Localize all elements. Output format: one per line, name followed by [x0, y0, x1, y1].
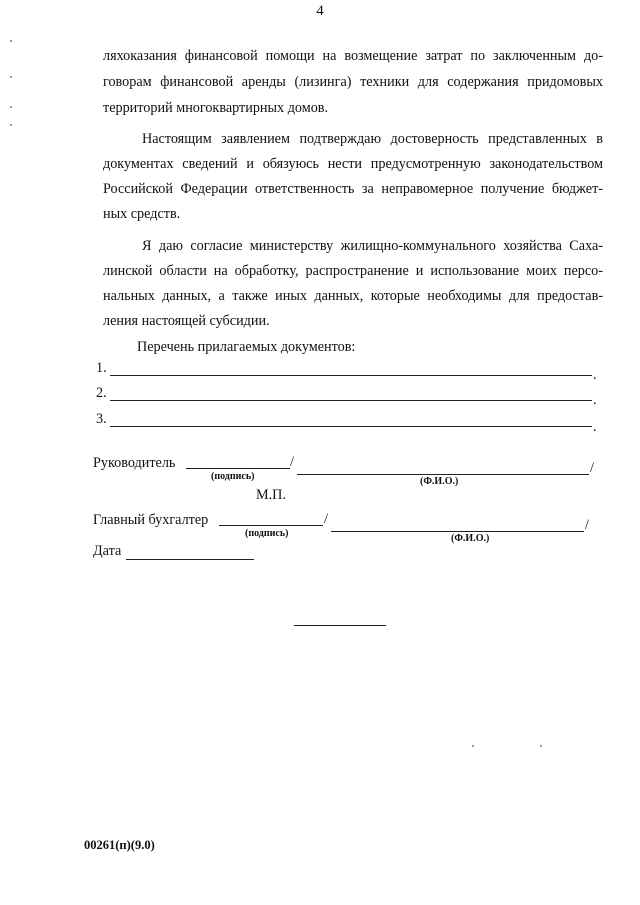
list-item-number: 3.: [96, 411, 107, 427]
list-item-field[interactable]: [110, 375, 592, 376]
date-label: Дата: [93, 543, 122, 559]
signature-caption: (подпись): [245, 528, 289, 539]
accountant-label: Главный бухгалтер: [93, 512, 209, 528]
name-caption: (Ф.И.О.): [451, 533, 490, 544]
scan-speck: [540, 745, 542, 747]
closing-separator: [294, 625, 386, 626]
scan-speck: [10, 40, 12, 42]
list-item-field[interactable]: [110, 400, 592, 401]
accountant-signature-field[interactable]: [219, 525, 323, 526]
document-code: 00261(п)(9.0): [84, 838, 155, 852]
documents-heading: Перечень прилагаемых документов:: [137, 339, 356, 355]
paragraph-line: нальных данных, а также иных данных, которые необходимы для предостав-: [103, 288, 603, 304]
page-number: 4: [316, 3, 324, 19]
scan-speck: [10, 76, 12, 78]
stamp-label: М.П.: [256, 487, 286, 503]
paragraph-line: Я даю согласие министерству жилищно-коммунального хозяйства Саха-: [142, 238, 603, 254]
slash: /: [590, 460, 594, 476]
paragraph-line: ления настоящей субсидии.: [103, 313, 270, 329]
paragraph-line: говорам финансовой аренды (лизинга) техники для содержания придомовых: [103, 74, 603, 90]
list-item-field[interactable]: [110, 426, 592, 427]
paragraph-line: Российской Федерации ответственность за неправомерное получение бюджет-: [103, 181, 603, 197]
signature-caption: (подпись): [211, 471, 255, 482]
date-field[interactable]: [126, 559, 254, 560]
slash: /: [585, 517, 589, 533]
scan-speck: [10, 124, 12, 126]
accountant-name-field[interactable]: [331, 531, 584, 532]
scan-speck: [10, 106, 12, 108]
director-signature-field[interactable]: [186, 468, 290, 469]
list-item-number: 2.: [96, 385, 107, 401]
paragraph-line: Настоящим заявлением подтверждаю достоверность представленных в: [142, 131, 603, 147]
list-item-end: .: [593, 367, 597, 383]
name-caption: (Ф.И.О.): [420, 476, 459, 487]
paragraph-line: документах сведений и обязуюсь нести предусмотренную законодательством: [103, 156, 603, 172]
director-label: Руководитель: [93, 455, 176, 471]
list-item-number: 1.: [96, 360, 107, 376]
list-item-end: .: [593, 392, 597, 408]
scan-speck: [472, 745, 474, 747]
slash: /: [324, 511, 328, 527]
paragraph-line: территорий многоквартирных домов.: [103, 100, 329, 116]
list-item-end: .: [593, 419, 597, 435]
paragraph-line: линской области на обработку, распространение и использование моих персо-: [103, 263, 603, 279]
paragraph-line: ляхоказания финансовой помощи на возмещение затрат по заключенным до-: [103, 48, 603, 64]
slash: /: [290, 454, 294, 470]
paragraph-line: ных средств.: [103, 206, 181, 222]
director-name-field[interactable]: [297, 474, 589, 475]
